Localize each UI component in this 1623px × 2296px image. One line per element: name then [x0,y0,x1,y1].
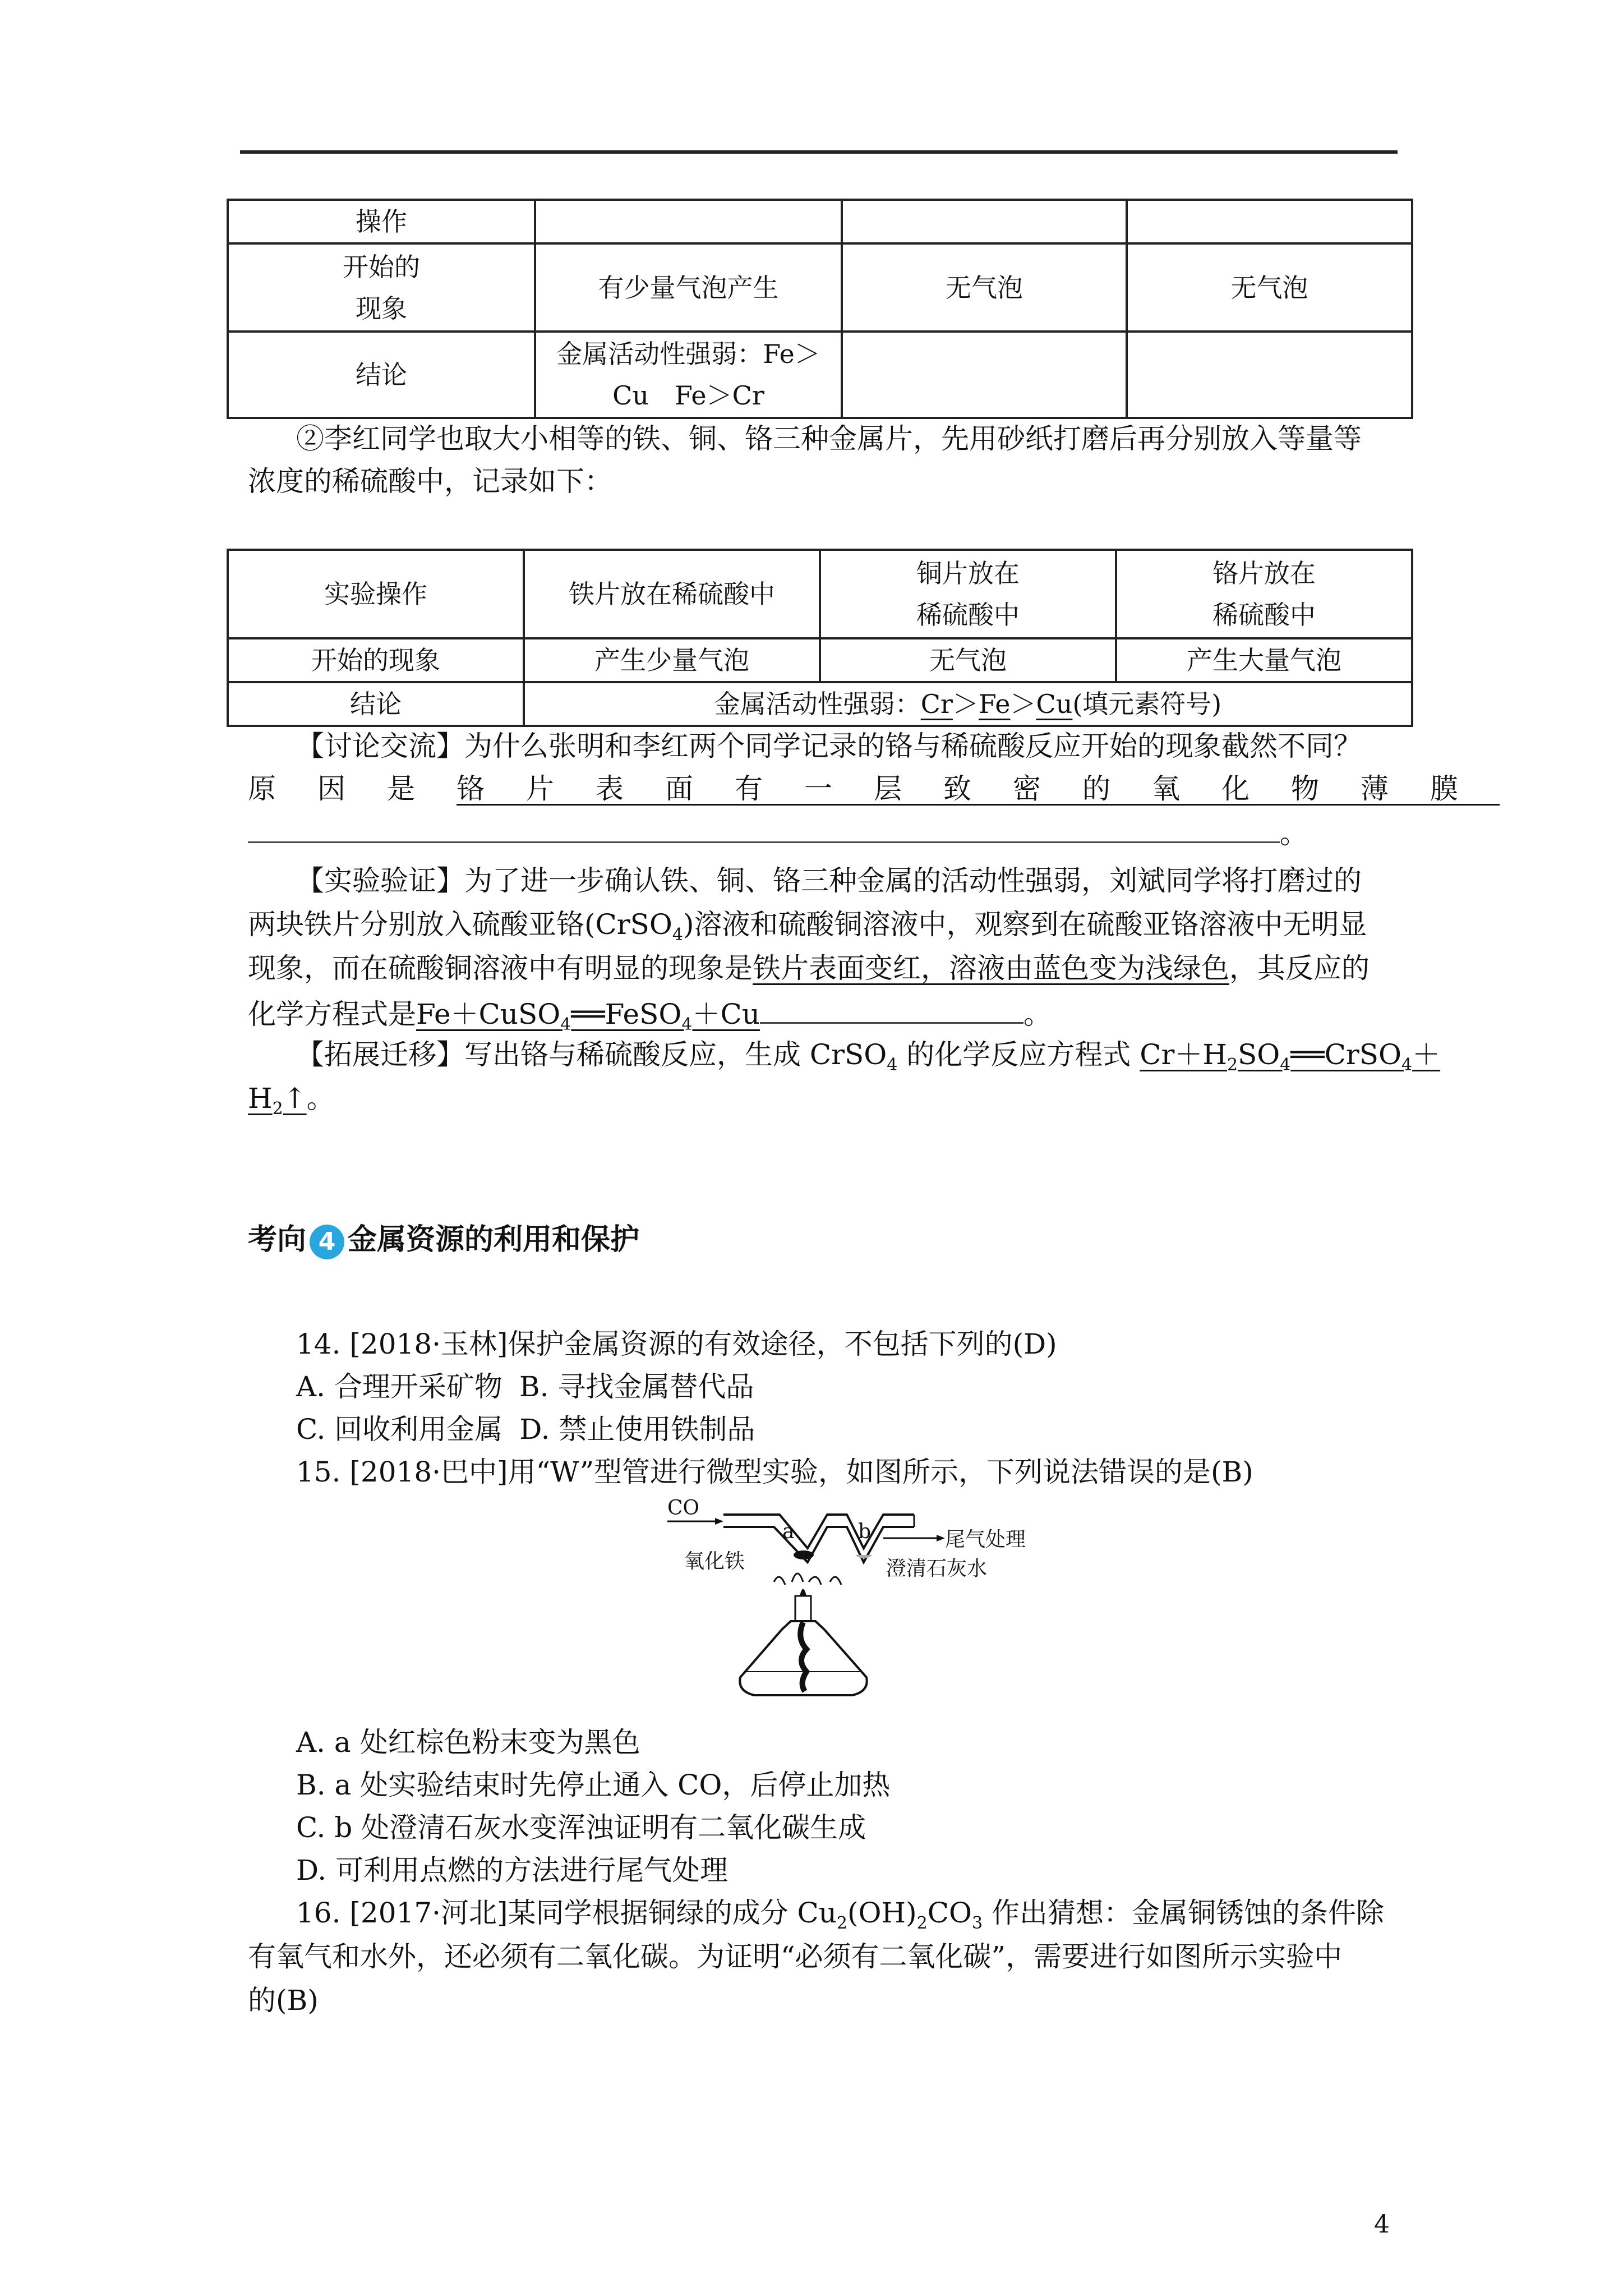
heading-prefix: 考向 [248,1222,307,1257]
extend-line [296,1033,1440,1076]
gas-arrow: ↑ [283,1082,307,1115]
label-line: 开始的 [343,251,420,282]
text-run: 【拓展迁移】写出铬与稀硫酸反应，生成 CrSO [296,1038,887,1071]
answer-blank: Cr [920,689,953,719]
label-iron-oxide: 氧化铁 [684,1550,745,1573]
subscript: 3 [971,1913,983,1933]
text-run: ，其反应的 [1229,952,1370,984]
limewater-liquid [855,1555,873,1558]
label-line: 现象 [356,293,407,324]
table-cell [1116,550,1412,638]
subscript: 4 [672,925,684,945]
comparison-table-zhang [227,199,1413,419]
table-cell [820,550,1116,638]
table-cell [842,332,1127,418]
subscript: 4 [887,1055,898,1075]
subscript: 2 [272,1099,283,1119]
table-row [228,682,1412,726]
answer-blank: 铬片表面有一层致密的氧化物薄膜 [457,772,1500,805]
table-cell: 无气泡 [842,243,1127,332]
label-co: CO [667,1497,700,1520]
question-15-stem: 15. [2018·巴中]用“W”型管进行微型实验，如图所示，下列说法错误的是(B) [296,1456,1253,1488]
verify-line [248,947,1370,990]
discussion-answer-line [248,767,1500,810]
conclusion-prefix: 金属活动性强弱： [714,689,921,719]
co-arrow-head [715,1518,723,1525]
discussion-answer-continuation [248,810,1308,855]
text-run: (OH) [847,1897,917,1929]
iron-oxide-powder [794,1550,814,1559]
row-label-conclusion: 结论 [228,682,524,726]
answer-equation [248,1082,307,1119]
question-15-option-d: D. 可利用点燃的方法进行尾气处理 [296,1854,728,1887]
option-d: D. 禁止使用铁制品 [519,1413,755,1446]
question-15-option-c: C. b 处澄清石灰水变浑浊证明有二氧化碳生成 [296,1811,866,1844]
subscript: 4 [681,1015,693,1034]
option-b: B. 寻找金属替代品 [519,1370,754,1403]
text-run: 现象，而在硫酸铜溶液中有明显的现象是 [248,952,753,984]
answer-equation [1140,1038,1441,1075]
text-run: 的化学反应方程式 [897,1038,1140,1071]
w-tube-lower-wall [723,1527,914,1562]
question-15-option-b: B. a 处实验结束时先停止通入 CO，后停止加热 [296,1769,891,1801]
label-a: a [782,1520,795,1543]
question-16-line: 有氧气和水外，还必须有二氧化碳。为证明“必须有二氧化碳”，需要进行如图所示实验中 [248,1940,1343,1973]
question-15-option-a: A. a 处红棕色粉末变为黑色 [296,1726,640,1759]
section-heading [248,1217,639,1262]
option-a: A. 合理开采矿物 [296,1370,502,1403]
table-cell: 有少量气泡产生 [535,243,842,332]
answer-blank: 铁片表面变红，溶液由蓝色变为浅绿色 [753,952,1229,984]
answer-blank-line [248,810,1280,843]
option-c: C. 回收利用金属 [296,1413,503,1446]
cell-line: 金属活动性强弱：Fe＞ [556,339,820,369]
table-cell: 产生少量气泡 [524,638,820,682]
row-label-conclusion: 结论 [228,332,535,418]
answer-prefix: 原因是 [248,772,457,805]
table-cell [1127,332,1412,418]
table-cell [1127,200,1412,243]
page-number: 4 [1374,2210,1390,2239]
text-run: ══CrSO [1290,1038,1401,1071]
subscript: 2 [1227,1055,1238,1075]
tail-arrow-head [937,1535,945,1542]
paragraph-line: 浓度的稀硫酸中，记录如下： [248,465,612,498]
question-14-options-row [296,1365,754,1408]
row-label-phenomena [228,243,535,332]
discussion-question: 【讨论交流】为什么张明和李红两个同学记录的铬与稀硫酸反应开始的现象截然不同？ [296,730,1362,762]
table-cell [842,200,1127,243]
table-cell: 无气泡 [820,638,1116,682]
row-label-operation: 实验操作 [228,550,524,638]
row-label-phenomena: 开始的现象 [228,638,524,682]
verify-line [248,991,1052,1036]
table-row [228,550,1412,638]
flame [800,1589,806,1596]
gt-sign: ＞ [952,689,979,719]
row-label-operation: 操作 [228,200,535,243]
label-b: b [858,1520,872,1543]
text-run: CO [927,1897,972,1929]
subscript: 2 [916,1913,928,1933]
text-run: ＋Cu [692,998,760,1030]
w-tube-diagram [662,1492,1054,1705]
table-cell: 铁片放在稀硫酸中 [524,550,820,638]
answer-blank: Cu [1036,689,1073,719]
comparison-table-li [227,549,1413,727]
text-run: H [248,1082,273,1115]
question-14-stem: 14. [2018·玉林]保护金属资源的有效途径，不包括下列的(D) [296,1328,1057,1360]
answer-equation [416,998,760,1034]
text-run: Cr＋H [1140,1038,1227,1071]
heat-lines [774,1573,841,1585]
extend-line [248,1077,335,1120]
question-16-line [296,1892,1384,1934]
cell-line: Cu Fe＞Cr [612,380,764,411]
text-run: SO [1238,1038,1280,1071]
table-cell [535,200,842,243]
cell-line: 铜片放在 [916,558,1020,588]
cell-line: 稀硫酸中 [916,600,1020,630]
subscript: 2 [836,1913,848,1933]
text-run: )溶液和硫酸铜溶液中，观察到在硫酸亚铬溶液中无明显 [683,908,1367,941]
burner-wick-holder [795,1596,811,1621]
answer-blank-line [760,991,1023,1024]
paragraph-line: ②李红同学也取大小相等的铁、铜、铬三种金属片，先用砂纸打磨后再分别放入等量等 [296,422,1362,455]
text-run: 两块铁片分别放入硫酸亚铬(CrSO [248,908,672,941]
table-cell: 无气泡 [1127,243,1412,332]
text-run: ＋ [1412,1038,1441,1071]
table-row [228,200,1412,243]
text-run: 作出猜想：金属铜锈蚀的条件除 [983,1897,1384,1929]
label-limewater: 澄清石灰水 [886,1557,988,1580]
question-14-options-row [296,1408,755,1451]
heading-title: 金属资源的利用和保护 [348,1222,640,1257]
table-cell [535,332,842,418]
period: 。 [1280,817,1308,850]
period: 。 [1023,998,1052,1030]
subscript: 4 [560,1015,571,1034]
text-run: ══FeSO [571,998,682,1030]
period: 。 [306,1082,335,1115]
label-tail-gas: 尾气处理 [945,1528,1026,1551]
table-row [228,332,1412,418]
text-run: 化学方程式是 [248,998,416,1030]
gt-sign: ＞ [1010,689,1036,719]
answer-blank: Fe [978,689,1011,719]
subscript: 4 [1401,1055,1413,1075]
text-run: Fe＋CuSO [416,998,561,1030]
verify-line: 【实验验证】为了进一步确认铁、铜、铬三种金属的活动性强弱，刘斌同学将打磨过的 [296,864,1362,897]
table-row [228,243,1412,332]
cell-line: 铬片放在 [1212,558,1316,588]
cell-line: 稀硫酸中 [1212,600,1316,630]
verify-line [248,903,1367,946]
table-cell [524,682,1412,726]
conclusion-suffix: (填元素符号) [1072,689,1222,719]
table-row [228,638,1412,682]
text-run: 16. [2017·河北]某同学根据铜绿的成分 Cu [296,1897,837,1929]
header-rule [240,150,1398,154]
table-cell: 产生大量气泡 [1116,638,1412,682]
question-16-line: 的(B) [248,1984,319,2017]
section-number-badge: 4 [310,1225,344,1259]
subscript: 4 [1280,1055,1291,1075]
